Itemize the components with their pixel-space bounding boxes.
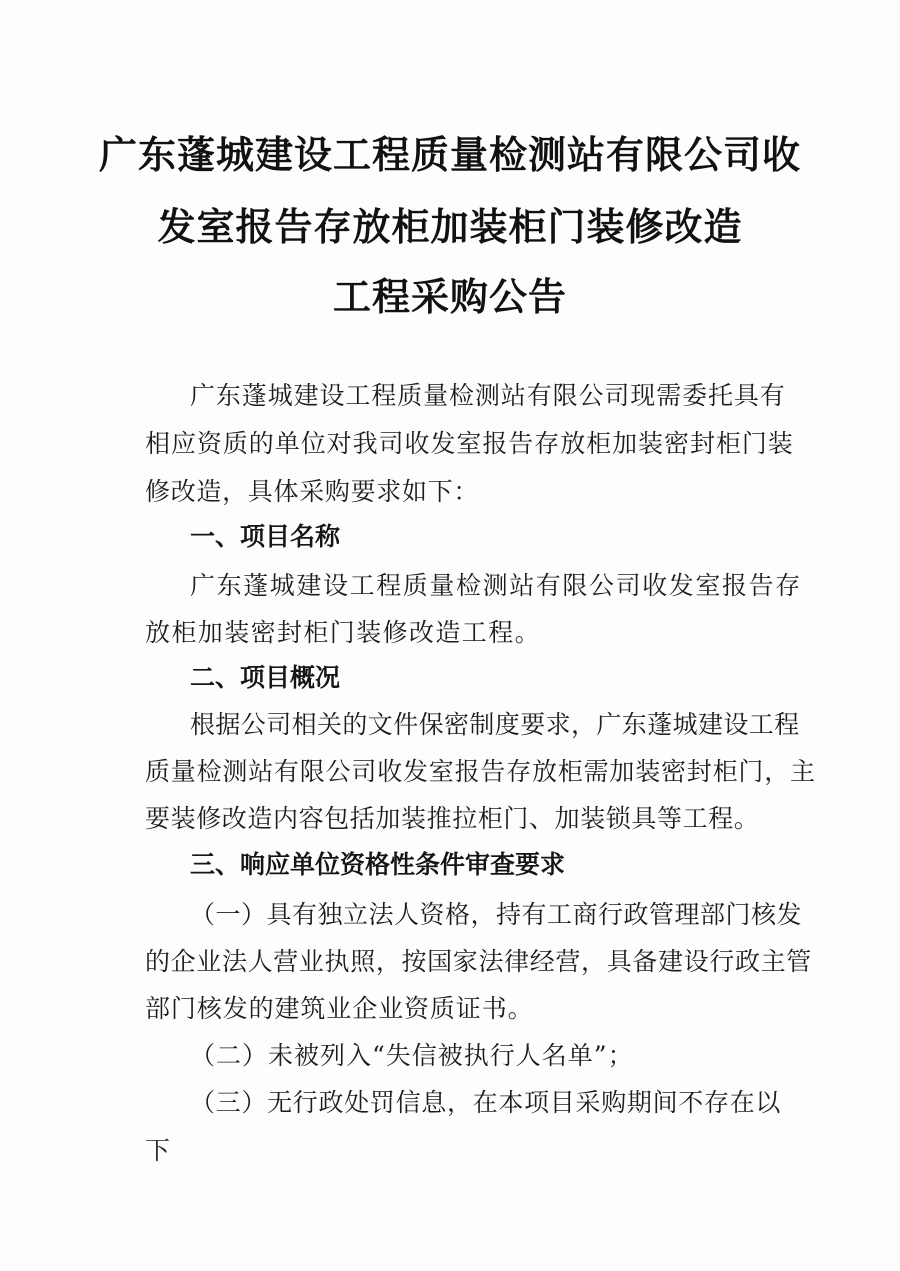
section2-line-2: 质量检测站有限公司收发室报告存放柜需加装密封柜门，主 — [145, 757, 816, 786]
qualification-item-2: （二）未被列入“失信被执行人名单”； — [190, 1041, 634, 1070]
qualification-item-1-line-1: （一）具有独立法人资格，持有工商行政管理部门核发 — [190, 900, 803, 929]
section1-line-2: 放柜加装密封柜门装修改造工程。 — [145, 618, 542, 647]
qualification-item-1-line-2: 的企业法人营业执照，按国家法律经营，具备建设行政主管 — [145, 947, 812, 976]
section-heading-project-name: 一、项目名称 — [190, 522, 341, 551]
section1-line-1: 广东蓬城建设工程质量检测站有限公司收发室报告存 — [190, 571, 802, 600]
intro-line-3: 修改造，具体采购要求如下： — [145, 477, 480, 506]
section2-line-3: 要装修改造内容包括加装推拉柜门、加装锁具等工程。 — [145, 804, 760, 833]
document-title-line-2: 发室报告存放柜加装柜门装修改造 — [157, 205, 743, 249]
section-heading-project-overview: 二、项目概况 — [190, 663, 341, 692]
qualification-item-1-line-3: 部门核发的建筑业企业资质证书。 — [145, 994, 534, 1023]
document-title-line-3: 工程采购公告 — [332, 275, 567, 319]
document-title-line-1: 广东蓬城建设工程质量检测站有限公司收 — [98, 133, 801, 177]
qualification-item-3-line-1: （三）无行政处罚信息，在本项目采购期间不存在以 — [190, 1088, 782, 1117]
qualification-item-3-line-2: 下 — [145, 1136, 171, 1165]
intro-line-1: 广东蓬城建设工程质量检测站有限公司现需委托具有 — [190, 381, 786, 410]
intro-line-2: 相应资质的单位对我司收发室报告存放柜加装密封柜门装 — [145, 429, 794, 458]
section2-line-1: 根据公司相关的文件保密制度要求，广东蓬城建设工程 — [190, 710, 800, 739]
section-heading-qualification: 三、响应单位资格性条件审查要求 — [190, 850, 566, 879]
